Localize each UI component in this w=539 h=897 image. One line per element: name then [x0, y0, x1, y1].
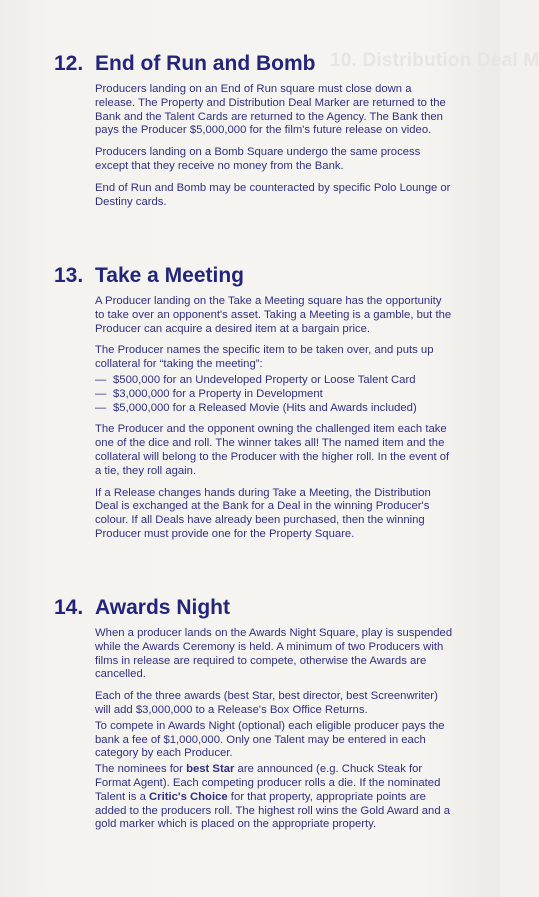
list-item: — $500,000 for an Undeveloped Property or Loose Talent Card	[95, 373, 416, 386]
list-item: — $5,000,000 for a Released Movie (Hits and Awards included)	[95, 401, 417, 414]
section-number: 14.	[54, 596, 84, 619]
bleed-through-heading: 10. Distribution Deal M	[330, 50, 539, 71]
paragraph: End of Run and Bomb may be counteracted by specific Polo Lounge or Destiny cards.	[95, 181, 451, 208]
paragraph: When a producer lands on the Awards Night Square, play is suspended while the Awards Ceremony is held. A minimum of two Producers with films in release are required to compete, otherwise the Awards are cancelled.	[95, 627, 453, 681]
paragraph: Producers landing on an End of Run square must close down a release. The Property and Distribution Deal Marker are returned to the Bank and the Talent Cards are returned to the Agency. The Bank then pays the Producer $5,000,000 for the film's future release on video.	[95, 83, 446, 137]
section-body	[95, 627, 454, 832]
section-end-of-run-and-bomb	[54, 52, 454, 217]
section-heading	[54, 264, 454, 288]
paragraph: A Producer landing on the Take a Meeting square has the opportunity to take over an opponent's asset. Taking a Meeting is a gamble, but the Producer can acquire a desired item at a bargain price.	[95, 295, 452, 335]
section-title: End of Run and Bomb	[95, 52, 316, 75]
section-heading	[54, 52, 454, 76]
section-take-a-meeting	[54, 264, 454, 550]
paragraph: To compete in Awards Night (optional) each eligible producer pays the bank a fee of $1,000,000. Only one Talent may be entered in each category by each Producer.	[95, 719, 445, 760]
paragraph: The Producer and the opponent owning the challenged item each take one of the dice and roll. The winner takes all! The named item and the collateral will belong to the Producer with the higher roll. In the event of a tie, they roll again.	[95, 423, 450, 477]
section-body	[95, 295, 454, 542]
section-number: 13.	[54, 264, 84, 287]
paragraph: The Producer names the specific item to be taken over, and puts up collateral for “taking the meeting”:	[95, 344, 434, 371]
section-title: Awards Night	[95, 596, 230, 619]
section-number: 12.	[54, 52, 84, 75]
dash-bullet: —	[95, 373, 107, 386]
collateral-list	[95, 374, 454, 415]
dash-bullet: —	[95, 401, 107, 414]
emphasis-critics-choice: Critic's Choice	[149, 790, 228, 803]
section-awards-night	[54, 596, 454, 840]
dash-bullet: —	[95, 387, 107, 400]
paragraph: The nominees for best Star are announced (e.g. Chuck Steak for Format Agent). Each competing producer rolls a die. If the nominated Talent is a Critic's Choice for that property, appropriate points are added to the producers roll. The highest roll wins the Gold Award and a gold marker which is placed on the appropriate property.	[95, 763, 451, 831]
paragraph: Each of the three awards (best Star, best director, best Screenwriter) will add $3,000,000 to a Release's Box Office Returns.	[95, 690, 438, 716]
section-heading	[54, 596, 454, 620]
list-item: — $3,000,000 for a Property in Development	[95, 387, 323, 400]
section-title: Take a Meeting	[95, 264, 244, 287]
paragraph: If a Release changes hands during Take a Meeting, the Distribution Deal is exchanged at the Bank for a Deal in the winning Producer's colour. If all Deals have already been purchased, then the winning Producer must provide one for the Property Square.	[95, 486, 431, 540]
paragraph: Producers landing on a Bomb Square undergo the same process except that they receive no money from the Bank.	[95, 146, 421, 172]
section-body	[95, 83, 454, 209]
emphasis-best-star: best Star	[186, 763, 235, 776]
